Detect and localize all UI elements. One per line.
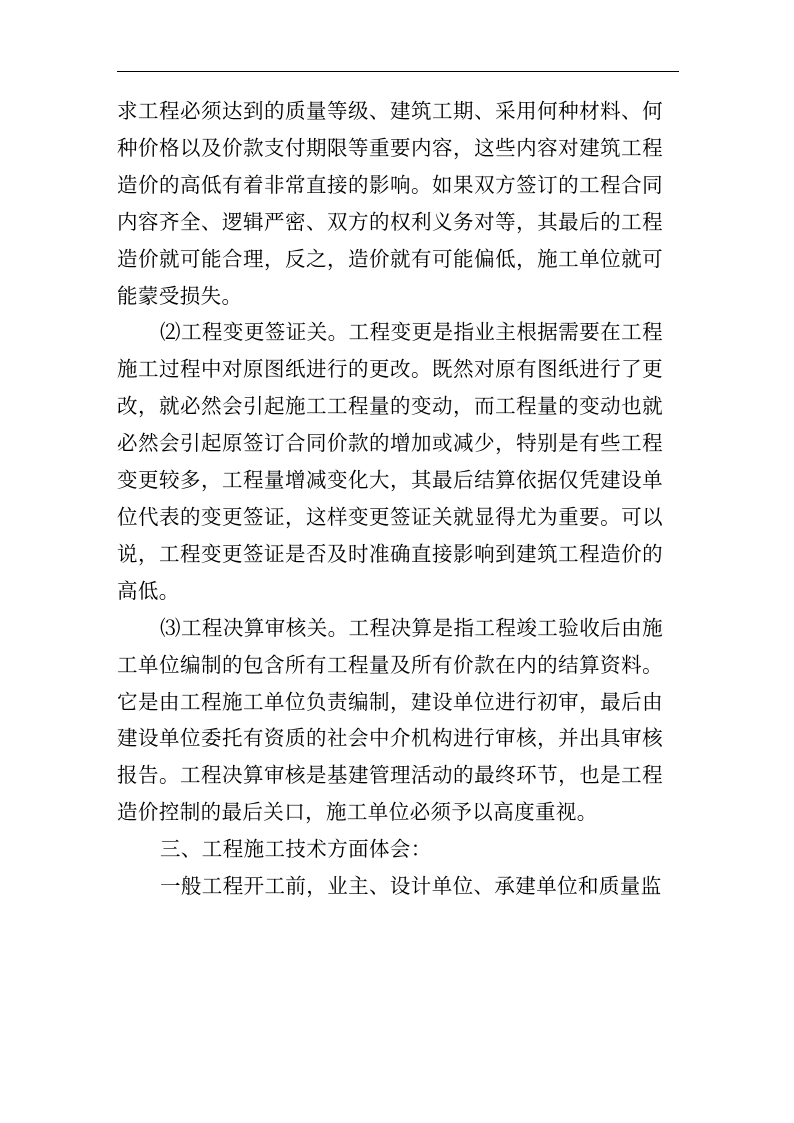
paragraph-final-accounts-audit: ⑶工程决算审核关。工程决算是指工程竣工验收后由施工单位编制的包含所有工程量及所有价款在内的结算资料。它是由工程施工单位负责编制，建设单位进行初审，最后由建设单位委托有资质的社会中介机构进行审核，并出具审核报告。工程决算审核是基建管理活动的最终环节，也是工程造价控制的最后关口，施工单位必须予以高度重视。 [117, 615, 663, 825]
section-heading-construction-technique: 三、工程施工技术方面体会： [160, 837, 432, 862]
paragraph-contract-continuation: 求工程必须达到的质量等级、建筑工期、采用何种材料、何种价格以及价款支付期限等重要内容，这些内容对建筑工程造价的高低有着非常直接的影响。如果双方签订的工程合同内容齐全、逻辑严密、双方的权利义务对等，其最后的工程造价就可能合理，反之，造价就有可能偏低，施工单位就可能蒙受损失。 [117, 99, 663, 308]
document-body [117, 93, 663, 905]
paragraph-before-construction: 一般工程开工前，业主、设计单位、承建单位和质量监 [160, 874, 662, 899]
header-rule [117, 71, 679, 72]
paragraph-change-visa: ⑵工程变更签证关。工程变更是指业主根据需要在工程施工过程中对原图纸进行的更改。既然对原有图纸进行了更改，就必然会引起施工工程量的变动，而工程量的变动也就必然会引起原签订合同价款的增加或减少，特别是有些工程变更较多，工程量增减变化大，其最后结算依据仅凭建设单位代表的变更签证，这样变更签证关就显得尤为重要。可以说，工程变更签证是否及时准确直接影响到建筑工程造价的高低。 [117, 320, 663, 603]
